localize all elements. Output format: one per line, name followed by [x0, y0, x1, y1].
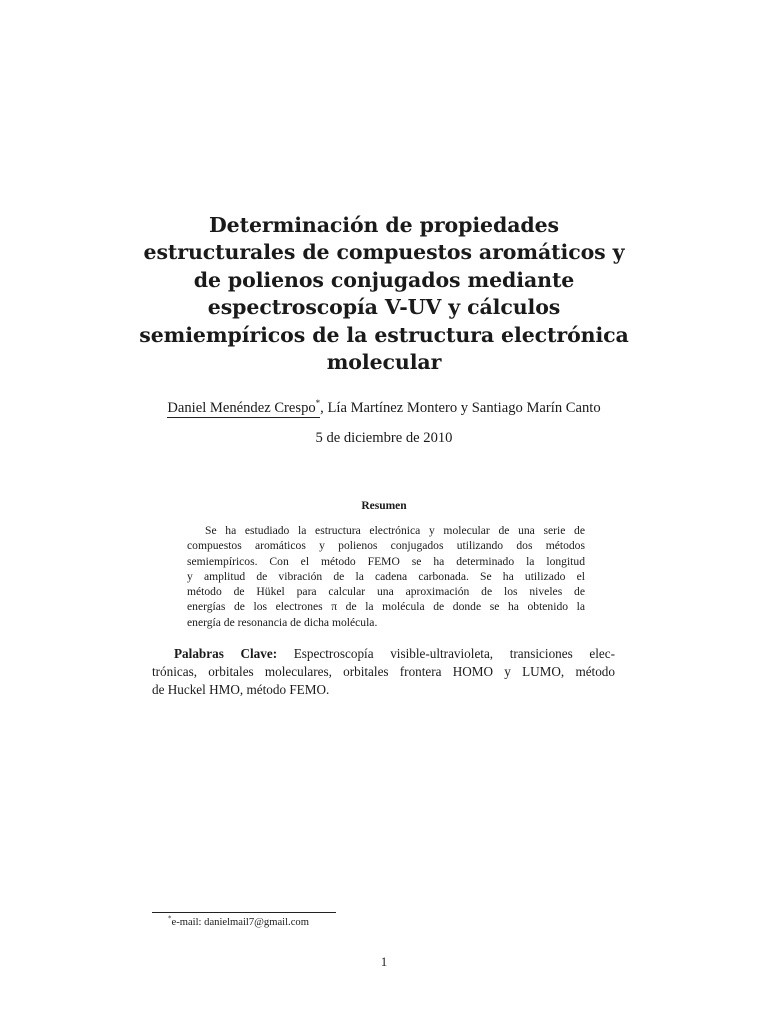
keywords-line: de Huckel HMO, método FEMO.	[152, 681, 330, 697]
keywords-line	[152, 645, 615, 663]
abstract-body	[187, 523, 585, 630]
footnote	[168, 914, 309, 928]
footnote-email: e-mail: danielmail7@gmail.com	[171, 917, 309, 928]
title-line: de polienos conjugados mediante	[193, 267, 575, 292]
title-line: espectroscopía V-UV y cálculos	[207, 295, 561, 320]
other-authors: , Lía Martínez Montero y Santiago Marín Canto	[320, 400, 601, 416]
publication-date: 5 de diciembre de 2010	[315, 430, 453, 446]
abstract-line: y amplitud de vibración de la cadena carbonada. Se ha utilizado el	[187, 569, 585, 583]
abstract-line: compuestos aromáticos y polienos conjugados utilizando dos métodos	[187, 539, 585, 553]
keywords-text: Espectroscopía visible-ultravioleta, transiciones elec-	[277, 646, 615, 661]
keywords-line: trónicas, orbitales moleculares, orbitales frontera HOMO y LUMO, método	[152, 663, 615, 679]
abstract-line: método de Hükel para calcular una aproximación de los niveles de	[187, 585, 585, 599]
abstract-line: energías de los electrones π de la molécula de donde se ha obtenido la	[187, 600, 585, 614]
footnote-divider	[152, 912, 336, 913]
page-number: 1	[380, 955, 388, 969]
title-line: molecular	[326, 350, 442, 375]
keywords-block	[152, 645, 615, 698]
abstract-line: Se ha estudiado la estructura electrónica y molecular de una serie de	[205, 524, 585, 537]
abstract-line: energía de resonancia de dicha molécula.	[187, 615, 378, 629]
first-author-link[interactable]	[167, 399, 320, 418]
title-line: semiempíricos de la estructura electrónica	[139, 322, 629, 347]
title-line: estructurales de compuestos aromáticos y	[143, 240, 625, 265]
abstract-heading: Resumen	[361, 500, 407, 512]
keywords-label: Palabras Clave:	[174, 646, 278, 661]
abstract-line: semiempíricos. Con el método FEMO se ha determinado la longitud	[187, 554, 585, 568]
author-list	[120, 398, 648, 418]
paper-title	[134, 212, 634, 376]
footnote-marker: *	[168, 914, 172, 923]
title-line: Determinación de propiedades	[208, 213, 559, 237]
first-author-name: Daniel Menéndez Crespo	[167, 400, 316, 416]
footnote-marker: *	[315, 398, 321, 409]
